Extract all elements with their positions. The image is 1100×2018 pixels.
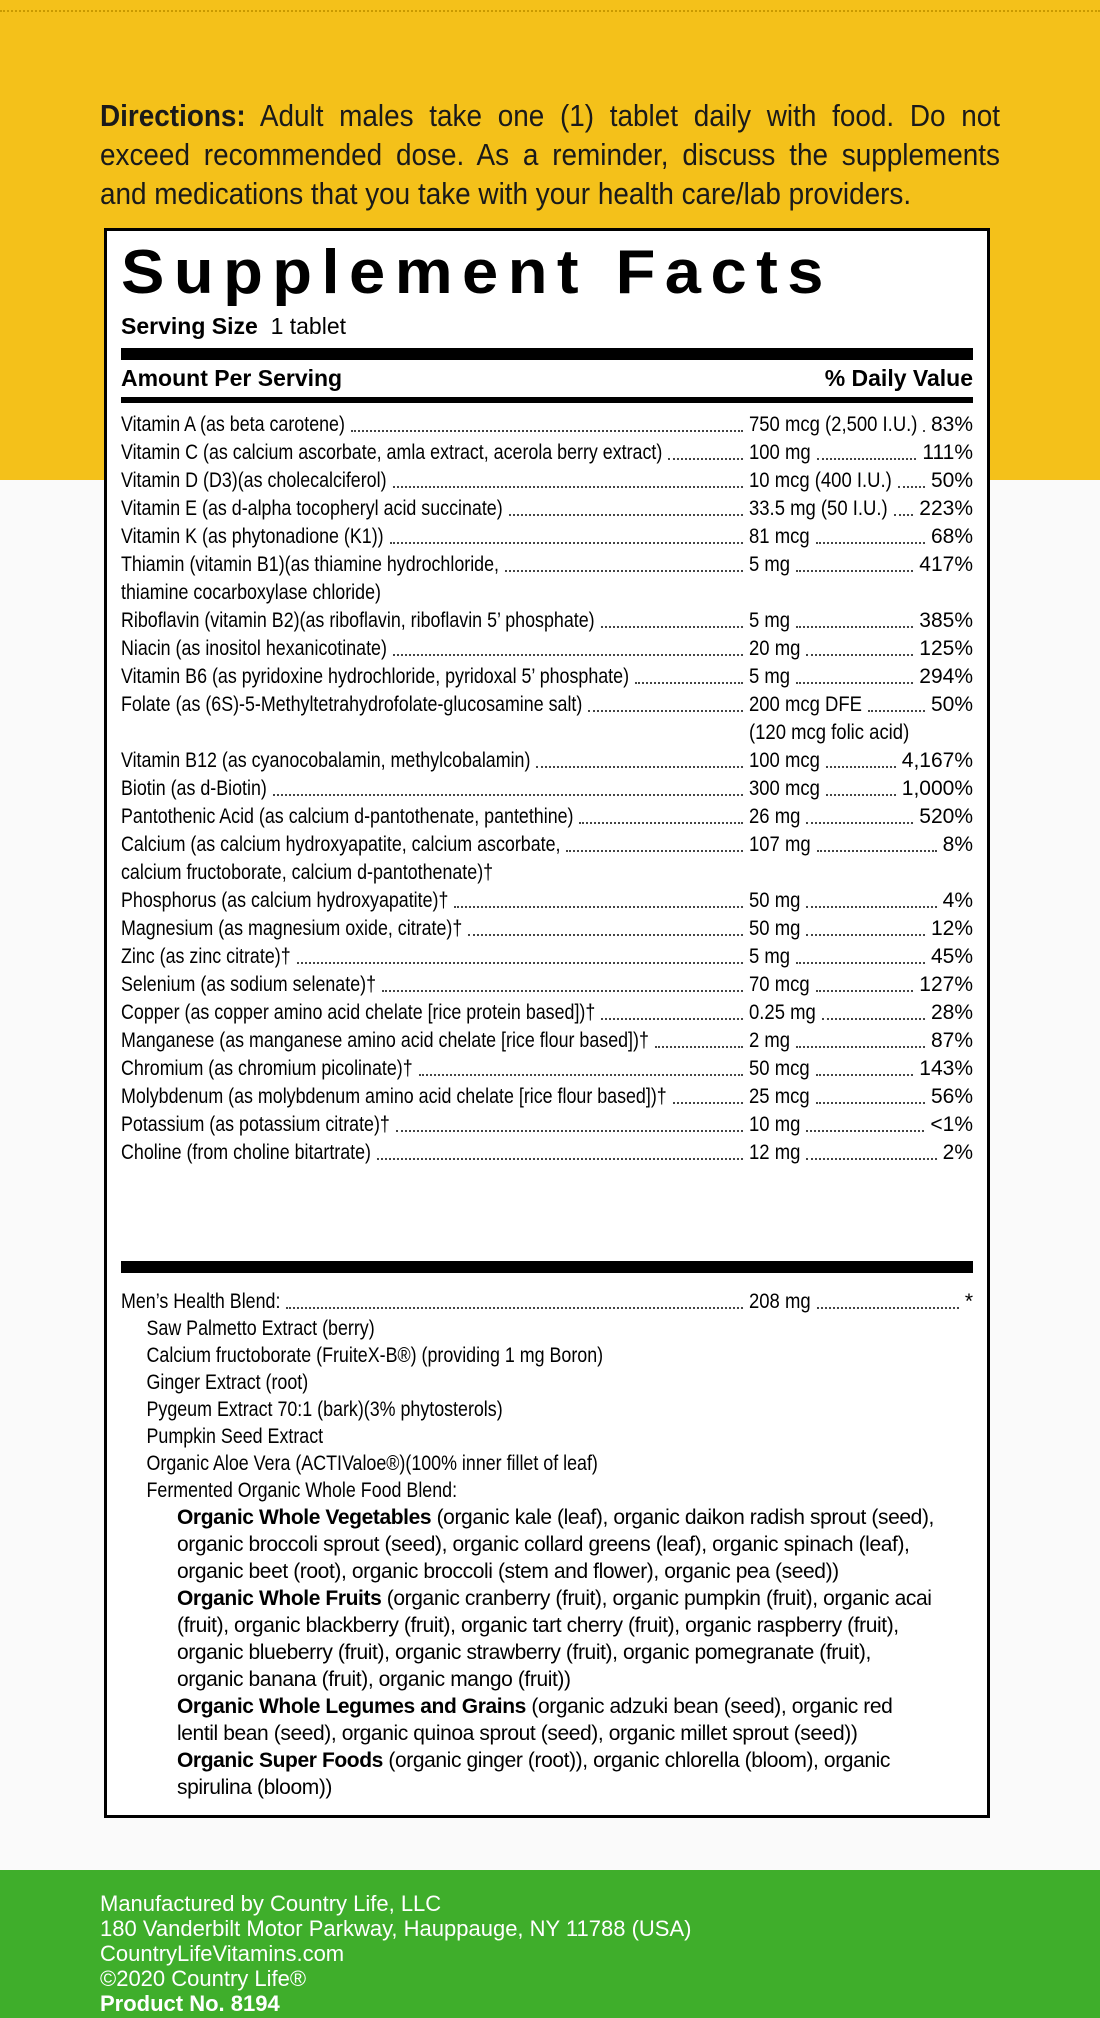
nutrient-name: Zinc (as zinc citrate)† [121,945,291,968]
nutrient-name: Riboflavin (vitamin B2)(as riboflavin, riboflavin 5’ phosphate) [121,609,595,632]
nutrient-amount: 200 mcg DFE [749,693,862,716]
dot-leader [806,934,925,936]
nutrient-row [121,1083,973,1111]
nutrient-name: Pantothenic Acid (as calcium d-pantothenate, pantethine) [121,805,574,828]
nutrient-dv: 56% [930,1085,973,1108]
nutrient-row [121,411,973,439]
nutrient-name: Vitamin D (D3)(as cholecalciferol) [121,469,387,492]
dot-leader [806,822,913,824]
nutrient-name: calcium fructoborate, calcium d-pantothenate)† [121,861,494,884]
blend-ingredient: Organic Aloe Vera (ACTIValoe®)(100% inner fillet of leaf) [146,1452,598,1475]
dot-leader [655,1046,743,1048]
food-blend-text: (organic ginger (root)), organic chlorella (bloom), organic spirulina (bloom)) [177,1749,890,1799]
nutrient-amount: 10 mg [749,1113,801,1136]
dot-leader [923,430,925,432]
serving-label: Serving Size [121,313,258,339]
nutrient-amount: 107 mg [749,833,811,856]
nutrient-amount: 100 mcg [749,749,820,772]
nutrient-dv: 4% [942,889,973,912]
nutrient-amount: (120 mcg folic acid) [749,721,910,744]
nutrient-dv: 45% [930,945,973,968]
nutrient-amount: 81 mcg [749,525,810,548]
top-perforation [0,0,1100,12]
dot-leader [351,430,743,432]
nutrient-name: Potassium (as potassium citrate)† [121,1113,390,1136]
dot-leader [894,514,914,516]
nutrient-row [121,523,973,551]
nutrient-dv: 83% [930,413,973,436]
nutrient-name: Choline (from choline bitartrate) [121,1141,372,1164]
dot-leader [816,542,925,544]
nutrient-row [121,859,973,887]
nutrient-amount: 50 mg [749,917,801,940]
food-blend-title: Organic Super Foods [177,1749,383,1772]
nutrient-name: thiamine cocarboxylase chloride) [121,581,381,604]
dot-leader [509,514,743,516]
nutrient-dv: 2% [942,1141,973,1164]
nutrient-dv: <1% [930,1113,973,1136]
nutrient-name: Magnesium (as magnesium oxide, citrate)† [121,917,463,940]
food-blend-group [121,1504,937,1585]
blend-name: Men’s Health Blend: [121,1290,281,1313]
dot-leader [826,794,896,796]
nutrient-amount: 2 mg [749,1029,791,1052]
dot-leader [377,1158,743,1160]
nutrient-amount: 25 mcg [749,1085,810,1108]
nutrient-name: Folate (as (6S)-5-Methyltetrahydrofolate-glucosamine salt) [121,693,583,716]
dot-leader [396,1130,743,1132]
dot-leader [286,1307,743,1309]
nutrient-row [121,719,973,747]
nutrient-name: Thiamin (vitamin B1)(as thiamine hydrochloride, [121,553,499,576]
nutrient-dv: 4,167% [901,749,973,772]
panel-title: Supplement Facts [121,238,833,307]
nutrient-row [121,775,973,803]
nutrient-name: Molybdenum (as molybdenum amino acid chelate [rice flour based])† [121,1085,667,1108]
nutrient-dv: 143% [919,1057,973,1080]
nutrient-dv: 87% [930,1029,973,1052]
dot-leader [816,1102,925,1104]
nutrient-amount: 5 mg [749,945,791,968]
nutrient-amount: 10 mcg (400 I.U.) [749,469,892,492]
nutrient-name: Selenium (as sodium selenate)† [121,973,376,996]
nutrient-dv: 111% [922,441,973,464]
nutrient-dv: 28% [930,1001,973,1024]
nutrient-dv: 50% [930,469,973,492]
food-blend-title: Organic Whole Vegetables [177,1506,432,1529]
nutrient-row [121,579,973,607]
nutrient-row [121,495,973,523]
nutrient-amount: 300 mcg [749,777,820,800]
nutrient-amount: 5 mg [749,665,791,688]
nutrient-amount: 26 mg [749,805,801,828]
blend-ingredient: Saw Palmetto Extract (berry) [146,1317,375,1340]
nutrient-name: Vitamin A (as beta carotene) [121,413,345,436]
nutrient-amount: 100 mg [749,441,811,464]
nutrient-name: Copper (as copper amino acid chelate [rice protein based])† [121,1001,596,1024]
nutrient-name: Chromium (as chromium picolinate)† [121,1057,413,1080]
nutrient-amount: 5 mg [749,553,791,576]
dot-leader [393,654,743,656]
nutrient-amount: 50 mcg [749,1057,810,1080]
dot-leader [796,1046,925,1048]
dot-leader [806,1158,936,1160]
mfr-name: Manufactured by Country Life, LLC [100,1891,442,1916]
dot-leader [796,570,913,572]
nutrient-row [121,915,973,943]
nutrient-dv: 127% [919,973,973,996]
dot-leader [579,822,743,824]
dot-leader [635,682,743,684]
nutrient-row [121,439,973,467]
dot-leader [601,626,743,628]
dot-leader [796,682,913,684]
blend-header-row [121,1288,973,1315]
nutrient-rows [121,411,973,1167]
divider-blend [121,1261,973,1273]
dot-leader [817,1307,959,1309]
blend-ingredient: Ginger Extract (root) [146,1371,309,1394]
dot-leader [382,990,743,992]
dot-leader [588,710,743,712]
nutrient-name: Vitamin E (as d-alpha tocopheryl acid succinate) [121,497,503,520]
dot-leader [826,766,896,768]
nutrient-amount: 750 mcg (2,500 I.U.) [749,413,918,436]
food-blend-text: (organic cranberry (fruit), organic pumpkin (fruit), organic acai (fruit), organic blackberry (fruit), organic tart cherry (fruit), organic raspberry (fruit), organic blueberry (fruit), organic strawberry (fruit), organic pomegranate (fruit), organic banana (fruit), organic mango (fruit)) [177,1587,932,1691]
dot-leader [536,766,743,768]
nutrient-row [121,691,973,719]
food-blend-text: (organic kale (leaf), organic daikon radish sprout (seed), organic broccoli sprout (seed), organic collard greens (leaf), organic spinach (leaf), organic beet (root), organic broccoli (stem and flower), organic pea (seed)) [177,1506,934,1583]
directions-label: Directions: [100,98,246,133]
dot-leader [816,990,914,992]
amount-header: Amount Per Serving [121,365,343,391]
nutrient-row [121,1027,973,1055]
nutrient-row [121,971,973,999]
nutrient-dv: 417% [919,553,973,576]
nutrient-row [121,1139,973,1167]
food-blend-title: Organic Whole Fruits [177,1587,382,1610]
nutrient-row [121,551,973,579]
food-blend-group [121,1585,937,1693]
nutrient-dv: 1,000% [901,777,973,800]
dot-leader [673,1102,743,1104]
nutrient-name: Manganese (as manganese amino acid chelate [rice flour based])† [121,1029,649,1052]
dot-leader [806,906,936,908]
nutrient-amount: 20 mg [749,637,801,660]
dot-leader [273,794,743,796]
nutrient-amount: 12 mg [749,1141,801,1164]
nutrient-row [121,747,973,775]
directions-text [100,96,1000,213]
nutrient-name: Vitamin B6 (as pyridoxine hydrochloride, pyridoxal 5’ phosphate) [121,665,630,688]
nutrient-name: Vitamin K (as phytonadione (K1)) [121,525,384,548]
nutrient-name: Biotin (as d-Biotin) [121,777,267,800]
mfr-website: CountryLifeVitamins.com [100,1941,345,1966]
nutrient-dv: 68% [930,525,973,548]
dot-leader [816,1074,914,1076]
dot-leader [898,486,925,488]
nutrient-row [121,803,973,831]
dot-leader [419,1074,743,1076]
blend-ingredient: Pumpkin Seed Extract [146,1425,324,1448]
dot-leader [601,1018,743,1020]
dot-leader [390,542,743,544]
dot-leader [822,1018,925,1020]
nutrient-row [121,999,973,1027]
nutrient-row [121,1111,973,1139]
nutrient-dv: 8% [942,833,973,856]
nutrient-amount: 70 mcg [749,973,810,996]
nutrient-dv: 50% [930,693,973,716]
dot-leader [806,1130,924,1132]
nutrient-name: Calcium (as calcium hydroxyapatite, calcium ascorbate, [121,833,561,856]
nutrient-dv: 294% [919,665,973,688]
dot-leader [796,962,925,964]
nutrient-row [121,607,973,635]
dot-leader [566,850,743,852]
food-blend-group [121,1747,937,1801]
mfr-copyright: ©2020 Country Life® [100,1966,307,1991]
nutrient-row [121,943,973,971]
nutrient-name: Vitamin B12 (as cyanocobalamin, methylcobalamin) [121,749,531,772]
nutrient-name: Phosphorus (as calcium hydroxyapatite)† [121,889,449,912]
column-header [121,365,973,392]
nutrient-row [121,467,973,495]
nutrient-row [121,887,973,915]
nutrient-amount: 50 mg [749,889,801,912]
dot-leader [868,710,925,712]
serving-size [121,313,346,340]
nutrient-row [121,663,973,691]
serving-value: 1 tablet [270,313,347,339]
dot-leader [393,486,743,488]
daily-value-header: % Daily Value [824,365,973,391]
nutrient-dv: 520% [919,805,973,828]
nutrient-amount: 0.25 mg [749,1001,816,1024]
food-blend-group [121,1693,937,1747]
product-number [100,1991,691,2016]
nutrient-amount: 5 mg [749,609,791,632]
blend-amount: 208 mg [749,1290,811,1313]
nutrient-dv: 125% [919,637,973,660]
dot-leader [806,654,913,656]
nutrient-dv: 385% [919,609,973,632]
nutrient-amount: 33.5 mg (50 I.U.) [749,497,888,520]
divider-thick [121,348,973,360]
nutrient-name: Vitamin C (as calcium ascorbate, amla extract, acerola berry extract) [121,441,663,464]
dot-leader [817,458,917,460]
dot-leader [454,906,743,908]
dot-leader [796,626,913,628]
nutrient-dv: 223% [919,497,973,520]
divider-medium [121,397,973,403]
nutrient-row [121,831,973,859]
dot-leader [505,570,743,572]
supplement-facts-panel [104,228,990,1818]
nutrient-row [121,1055,973,1083]
directions-body: Adult males take one (1) tablet daily with food. Do not exceed recommended dose. As a reminder, discuss the supplements and medications that you take with your health care/lab providers. [100,98,1001,211]
manufacturer-info [100,1891,691,2016]
mfr-address: 180 Vanderbilt Motor Parkway, Hauppauge, NY 11788 (USA) [100,1916,692,1941]
blend-ingredient: Calcium fructoborate (FruiteX-B®) (providing 1 mg Boron) [146,1344,604,1367]
blend-ingredient: Pygeum Extract 70:1 (bark)(3% phytosterols) [146,1398,503,1421]
food-blend-title: Organic Whole Legumes and Grains [177,1695,526,1718]
blend-dv: * [964,1290,973,1313]
dot-leader [297,962,743,964]
nutrient-row [121,635,973,663]
nutrient-dv: 12% [930,917,973,940]
dot-leader [817,850,937,852]
blend-section [121,1288,973,1801]
dot-leader [668,458,743,460]
product-number-text: Product No. 8194 [100,1991,280,2016]
blend-ingredient: Fermented Organic Whole Food Blend: [146,1479,458,1502]
nutrient-name: Niacin (as inositol hexanicotinate) [121,637,387,660]
dot-leader [468,934,743,936]
food-blend-text: (organic adzuki bean (seed), organic red lentil bean (seed), organic quinoa sprout (seed), organic millet sprout (seed)) [177,1695,893,1745]
